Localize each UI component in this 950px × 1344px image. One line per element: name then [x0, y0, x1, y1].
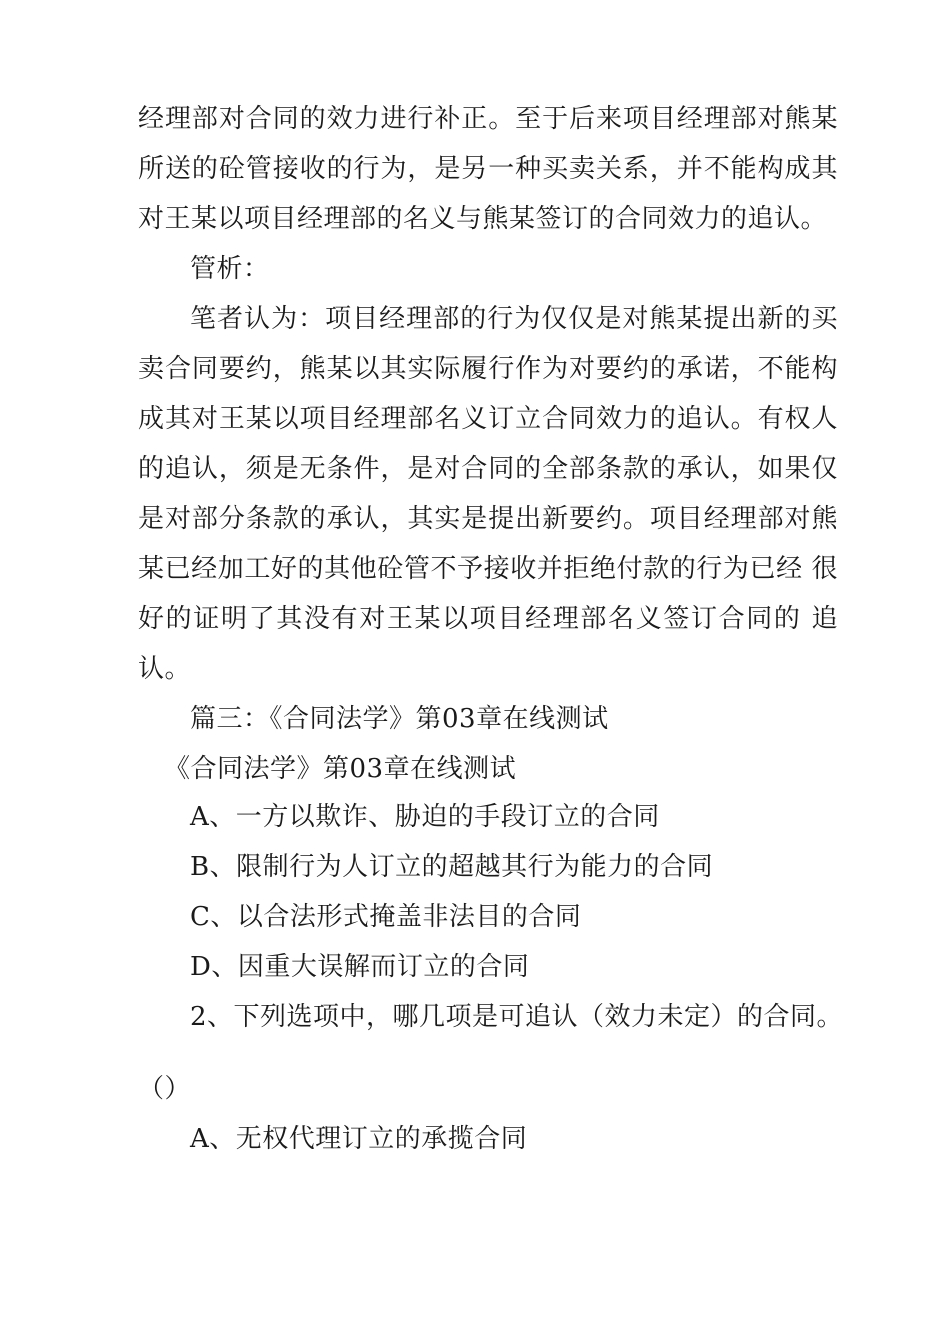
section-heading: 篇三：《合同法学》第03章在线测试 — [190, 704, 609, 734]
paragraph-1-line-3: 对王某以项目经理部的名义与熊某签订的合同效力的追认。 — [138, 204, 828, 234]
analysis-heading: 管析： — [190, 254, 270, 284]
paragraph-2-line-2: 卖合同要约，熊某以其实际履行作为对要约的承诺，不能构 — [138, 354, 838, 384]
question-1-option-b: B、限制行为人订立的超越其行为能力的合同 — [190, 852, 714, 882]
paragraph-2-line-6: 某已经加工好的其他砼管不予接收并拒绝付款的行为已经 很 — [138, 554, 838, 584]
paragraph-1-line-2: 所送的砼管接收的行为，是另一种买卖关系，并不能构成其 — [138, 154, 838, 184]
paragraph-2-line-7: 好的证明了其没有对王某以项目经理部名义签订合同的 追 — [138, 604, 838, 634]
paragraph-1-line-1: 经理部对合同的效力进行补正。至于后来项目经理部对熊某 — [138, 104, 838, 134]
sub-heading: 《合同法学》第03章在线测试 — [164, 754, 517, 784]
question-1-option-c: C、以合法形式掩盖非法目的合同 — [190, 902, 582, 932]
question-2-option-a: A、无权代理订立的承揽合同 — [190, 1124, 528, 1154]
question-1-option-d: D、因重大误解而订立的合同 — [190, 952, 530, 982]
question-2-stem: 2、下列选项中，哪几项是可追认（效力未定）的合同。 — [190, 1002, 844, 1032]
paragraph-2-line-3: 成其对王某以项目经理部名义订立合同效力的追认。有权人 — [138, 404, 838, 434]
question-2-blank: （） — [138, 1074, 192, 1104]
question-1-option-a: A、一方以欺诈、胁迫的手段订立的合同 — [190, 802, 660, 832]
paragraph-2-line-5: 是对部分条款的承认，其实是提出新要约。项目经理部对熊 — [138, 504, 838, 534]
paragraph-2-line-8: 认。 — [138, 654, 192, 684]
paragraph-2-line-4: 的追认，须是无条件，是对合同的全部条款的承认，如果仅 — [138, 454, 838, 484]
paragraph-2-line-1: 笔者认为：项目经理部的行为仅仅是对熊某提出新的买 — [190, 304, 838, 334]
